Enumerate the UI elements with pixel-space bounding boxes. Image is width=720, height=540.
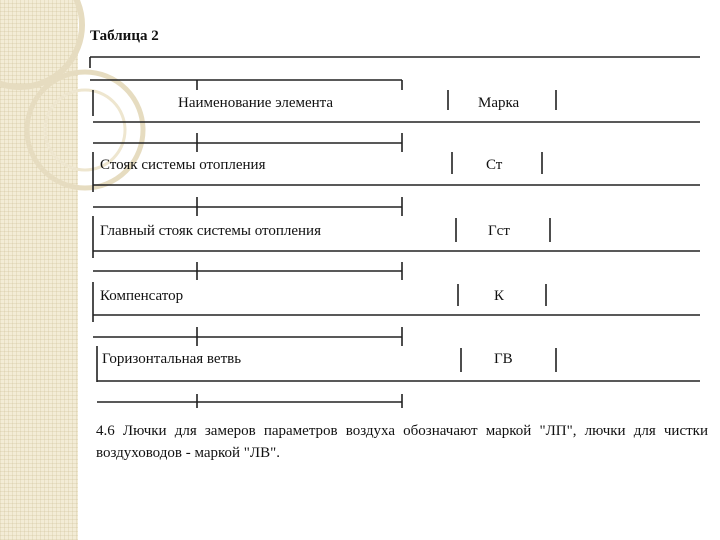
row-3-name-cell: Компенсатор bbox=[100, 288, 184, 304]
row-1-name-cell: Стояк системы отопления bbox=[100, 157, 266, 173]
row-2-mark-cell: Гст bbox=[488, 223, 510, 239]
row-4-mark-cell: ГВ bbox=[494, 351, 513, 367]
row-3-mark-cell: К bbox=[494, 288, 505, 304]
row-4-name-cell: Горизонтальная ветвь bbox=[102, 351, 242, 367]
row-2-name-cell: Главный стояк системы отопления bbox=[100, 223, 321, 239]
table-title: Таблица 2 bbox=[90, 28, 159, 44]
header-mark-cell: Марка bbox=[478, 95, 520, 111]
row-1-mark-cell: Ст bbox=[486, 157, 503, 173]
section-paragraph: 4.6 Лючки для замеров параметров воздуха обозначают маркой "ЛП", лючки для чистки воздуховодов - маркой "ЛВ". bbox=[96, 423, 708, 461]
header-name-cell: Наименование элемента bbox=[178, 95, 334, 111]
